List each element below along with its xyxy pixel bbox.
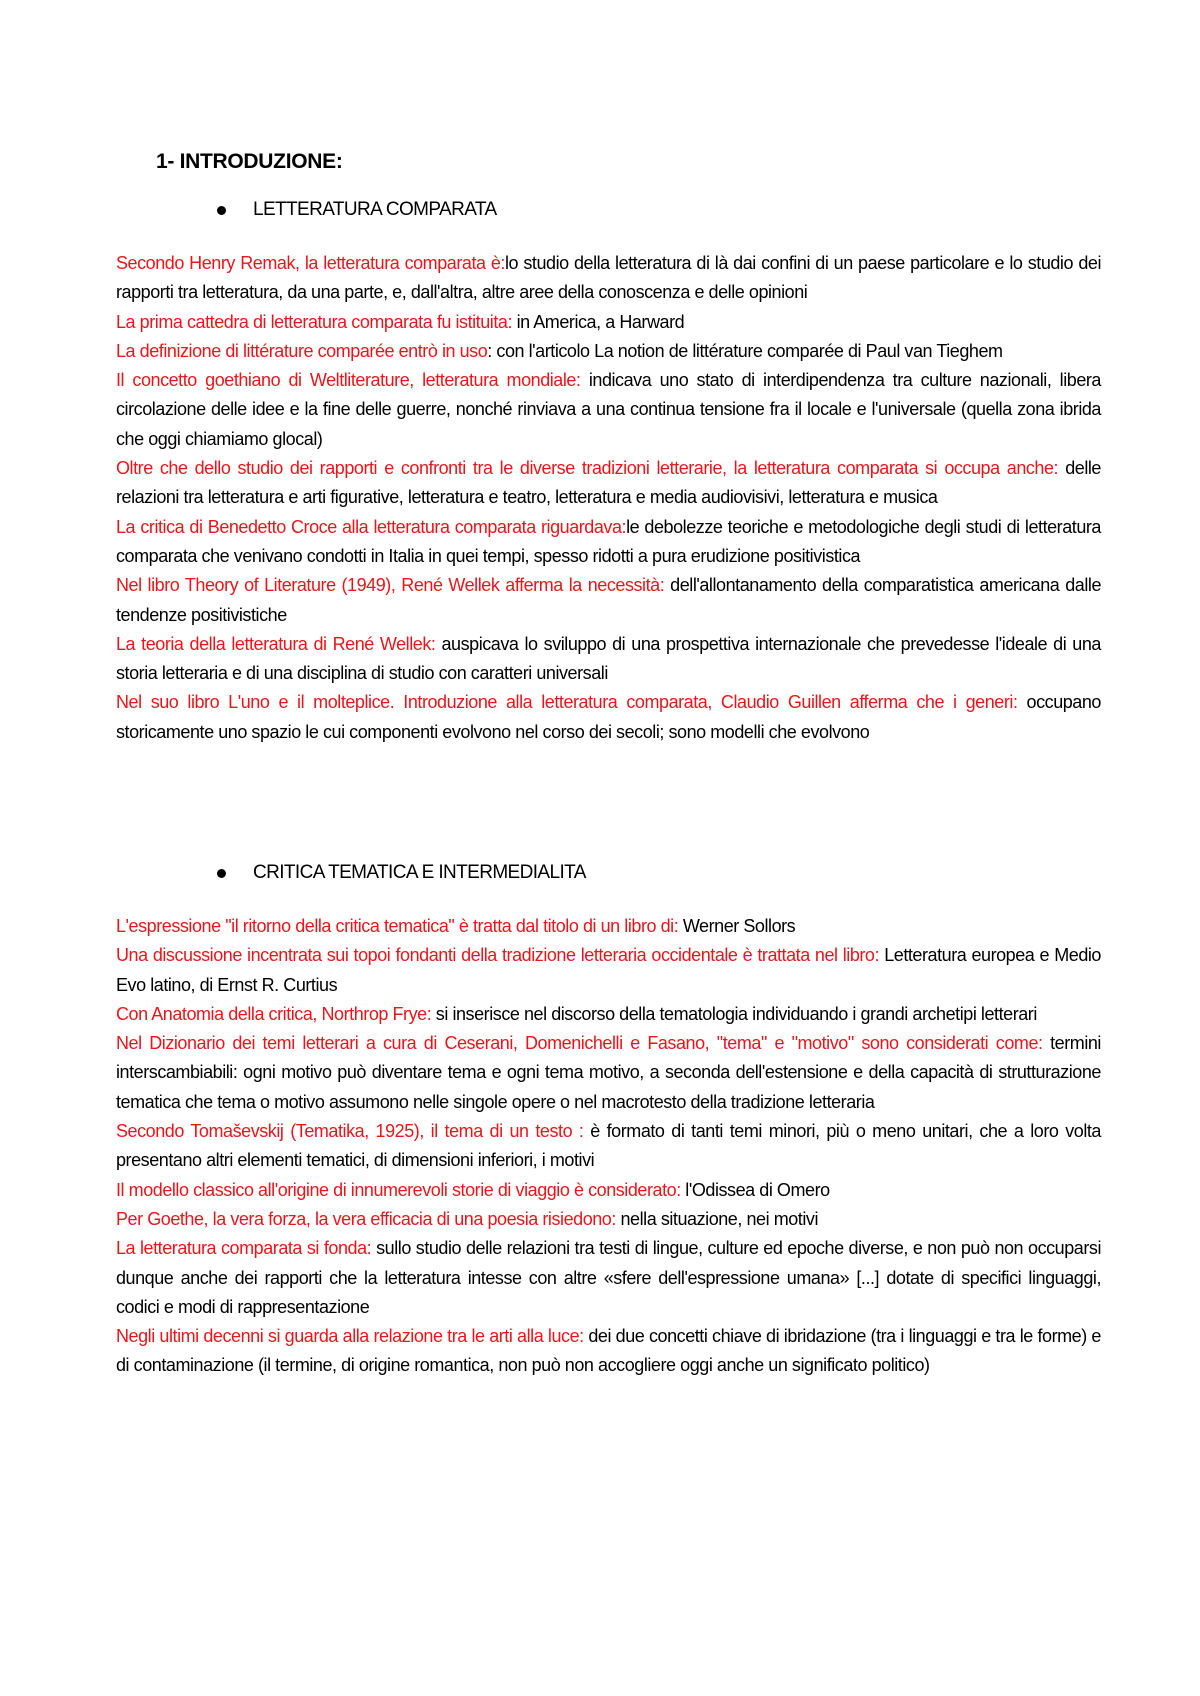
entry-question: La letteratura comparata si fonda: (116, 1238, 372, 1259)
entry-question: L'espressione "il ritorno della critica tematica" è tratta dal titolo di un libro di: (116, 916, 679, 936)
bullet-icon (217, 869, 226, 878)
entry-answer: nella situazione, nei motivi (615, 1208, 818, 1229)
entry-paragraph (116, 912, 1101, 941)
entry-paragraph (116, 941, 1101, 1000)
page-title: 1- INTRODUZIONE: (156, 150, 343, 173)
entry-paragraph (116, 1205, 1101, 1234)
entry-paragraph (116, 1000, 1101, 1029)
entry-question: Nel suo libro L'uno e il molteplice. Introduzione alla letteratura comparata, Claudio Guillen afferma che i generi: (116, 692, 1018, 713)
section-critica-tematica (0, 860, 1200, 1381)
entry-answer: delle relazioni tra letteratura e arti figurative, letteratura e teatro, letteratura e media audiovisivi, letteratura e musica (116, 458, 1101, 508)
entry-paragraph (116, 1176, 1101, 1205)
entry-question: Con Anatomia della critica, Northrop Frye: (116, 1003, 432, 1024)
entry-question: Negli ultimi decenni si guarda alla relazione tra le arti alla luce: (116, 1326, 584, 1347)
entry-question: Il modello classico all'origine di innumerevoli storie di viaggio è considerato: (116, 1179, 681, 1200)
entry-list (116, 249, 1101, 747)
entry-answer: le debolezze teoriche e metodologiche degli studi di letteratura comparata che venivano condotti in Italia in quei tempi, spesso ridotti a pura erudizione positivistica (116, 516, 1101, 566)
entry-paragraph (116, 249, 1101, 308)
section-heading-text: CRITICA TEMATICA E INTERMEDIALITA (253, 862, 586, 883)
entry-paragraph (116, 571, 1101, 630)
entry-question: Il concetto goethiano di Weltliterature, letteratura mondiale: (116, 370, 581, 391)
entry-answer: termini interscambiabili: ogni motivo può diventare tema e ogni tema motivo, a seconda dell'estensione e della capacità di strutturazione tematica che tema o motivo assumono nelle singole opere o nel macrotesto della tradizione letteraria (116, 1033, 1101, 1112)
entry-answer: lo studio della letteratura di là dai confini di un paese particolare e lo studio dei rapporti tra letteratura, da una parte, e, dall'altra, altre aree della conoscenza e delle opinioni (116, 253, 1101, 303)
entry-answer: indicava uno stato di interdipendenza tra culture nazionali, libera circolazione delle idee e la fine delle guerre, nonché rinviava a una continua tensione fra il locale e l'universale (quella zona ibrida che oggi chiamiamo glocal) (116, 370, 1101, 449)
entry-paragraph (116, 1234, 1101, 1322)
entry-list (116, 912, 1101, 1381)
entry-answer: : con l'articolo La notion de littérature comparée di Paul van Tieghem (487, 340, 1003, 361)
entry-answer: Letteratura europea e Medio Evo latino, di Ernst R. Curtius (116, 945, 1101, 995)
entry-paragraph (116, 454, 1101, 513)
entry-paragraph (116, 1029, 1101, 1117)
entry-paragraph (116, 688, 1101, 747)
entry-question: La critica di Benedetto Croce alla letteratura comparata riguardava: (116, 516, 627, 537)
entry-question: Nel libro Theory of Literature (1949), René Wellek afferma la necessità: (116, 575, 665, 596)
entry-answer: l'Odissea di Omero (680, 1179, 830, 1200)
entry-paragraph (116, 1322, 1101, 1381)
entry-answer: dei due concetti chiave di ibridazione (tra i linguaggi e tra le forme) e di contaminazione (il termine, di origine romantica, non può non accogliere oggi anche un significato politico) (116, 1326, 1101, 1376)
entry-paragraph (116, 366, 1101, 454)
entry-answer: Werner Sollors (678, 916, 796, 936)
entry-question: Per Goethe, la vera forza, la vera efficacia di una poesia risiedono: (116, 1208, 616, 1229)
entry-question: Secondo Henry Remak, la letteratura comparata è: (116, 253, 505, 273)
entry-paragraph (116, 1117, 1101, 1176)
entry-question: Oltre che dello studio dei rapporti e confronti tra le diverse tradizioni letterarie, la letteratura comparata si occupa anche: (116, 458, 1059, 479)
entry-question: Secondo Tomaševskij (Tematika, 1925), il tema di un testo : (116, 1121, 584, 1142)
entry-question: La teoria della letteratura di René Wellek: (116, 633, 436, 654)
entry-answer: dell'allontanamento della comparatistica americana dalle tendenze positivistiche (116, 575, 1101, 625)
entry-answer: si inserisce nel discorso della tematologia individuando i grandi archetipi letterari (431, 1003, 1037, 1024)
entry-answer: auspicava lo sviluppo di una prospettiva internazionale che prevedesse l'ideale di una storia letteraria e di una disciplina di studio con caratteri universali (116, 633, 1101, 684)
section-heading-text: LETTERATURA COMPARATA (253, 199, 497, 220)
entry-paragraph (116, 337, 1101, 366)
entry-paragraph (116, 513, 1101, 572)
section-heading (253, 860, 1200, 886)
entry-answer: sullo studio delle relazioni tra testi di lingue, culture ed epoche diverse, e non può non occuparsi dunque anche dei rapporti che la letteratura intesse con altre «sfere dell'espressione umana» [...] dotate di specifici linguaggi, codici e modi di rappresentazione (116, 1238, 1101, 1317)
entry-paragraph (116, 630, 1101, 689)
section-heading (253, 197, 1200, 223)
entry-answer: occupano storicamente uno spazio le cui componenti evolvono nel corso dei secoli; sono modelli che evolvono (116, 692, 1101, 742)
entry-answer: è formato di tanti temi minori, più o meno unitari, che a loro volta presentano altri elementi tematici, di dimensioni inferiori, i motivi (116, 1121, 1101, 1171)
entry-paragraph (116, 308, 1101, 337)
entry-question: Nel Dizionario dei temi letterari a cura di Ceserani, Domenichelli e Fasano, "tema" e "motivo" sono considerati come: (116, 1033, 1043, 1054)
entry-question: La prima cattedra di letteratura comparata fu istituita: (116, 311, 513, 332)
entry-answer: in America, a Harward (512, 311, 685, 332)
entry-question: La definizione di littérature comparée entrò in uso (116, 340, 488, 361)
entry-question: Una discussione incentrata sui topoi fondanti della tradizione letteraria occidentale è trattata nel libro: (116, 945, 880, 966)
bullet-icon (217, 206, 226, 215)
section-letteratura-comparata (0, 197, 1200, 747)
